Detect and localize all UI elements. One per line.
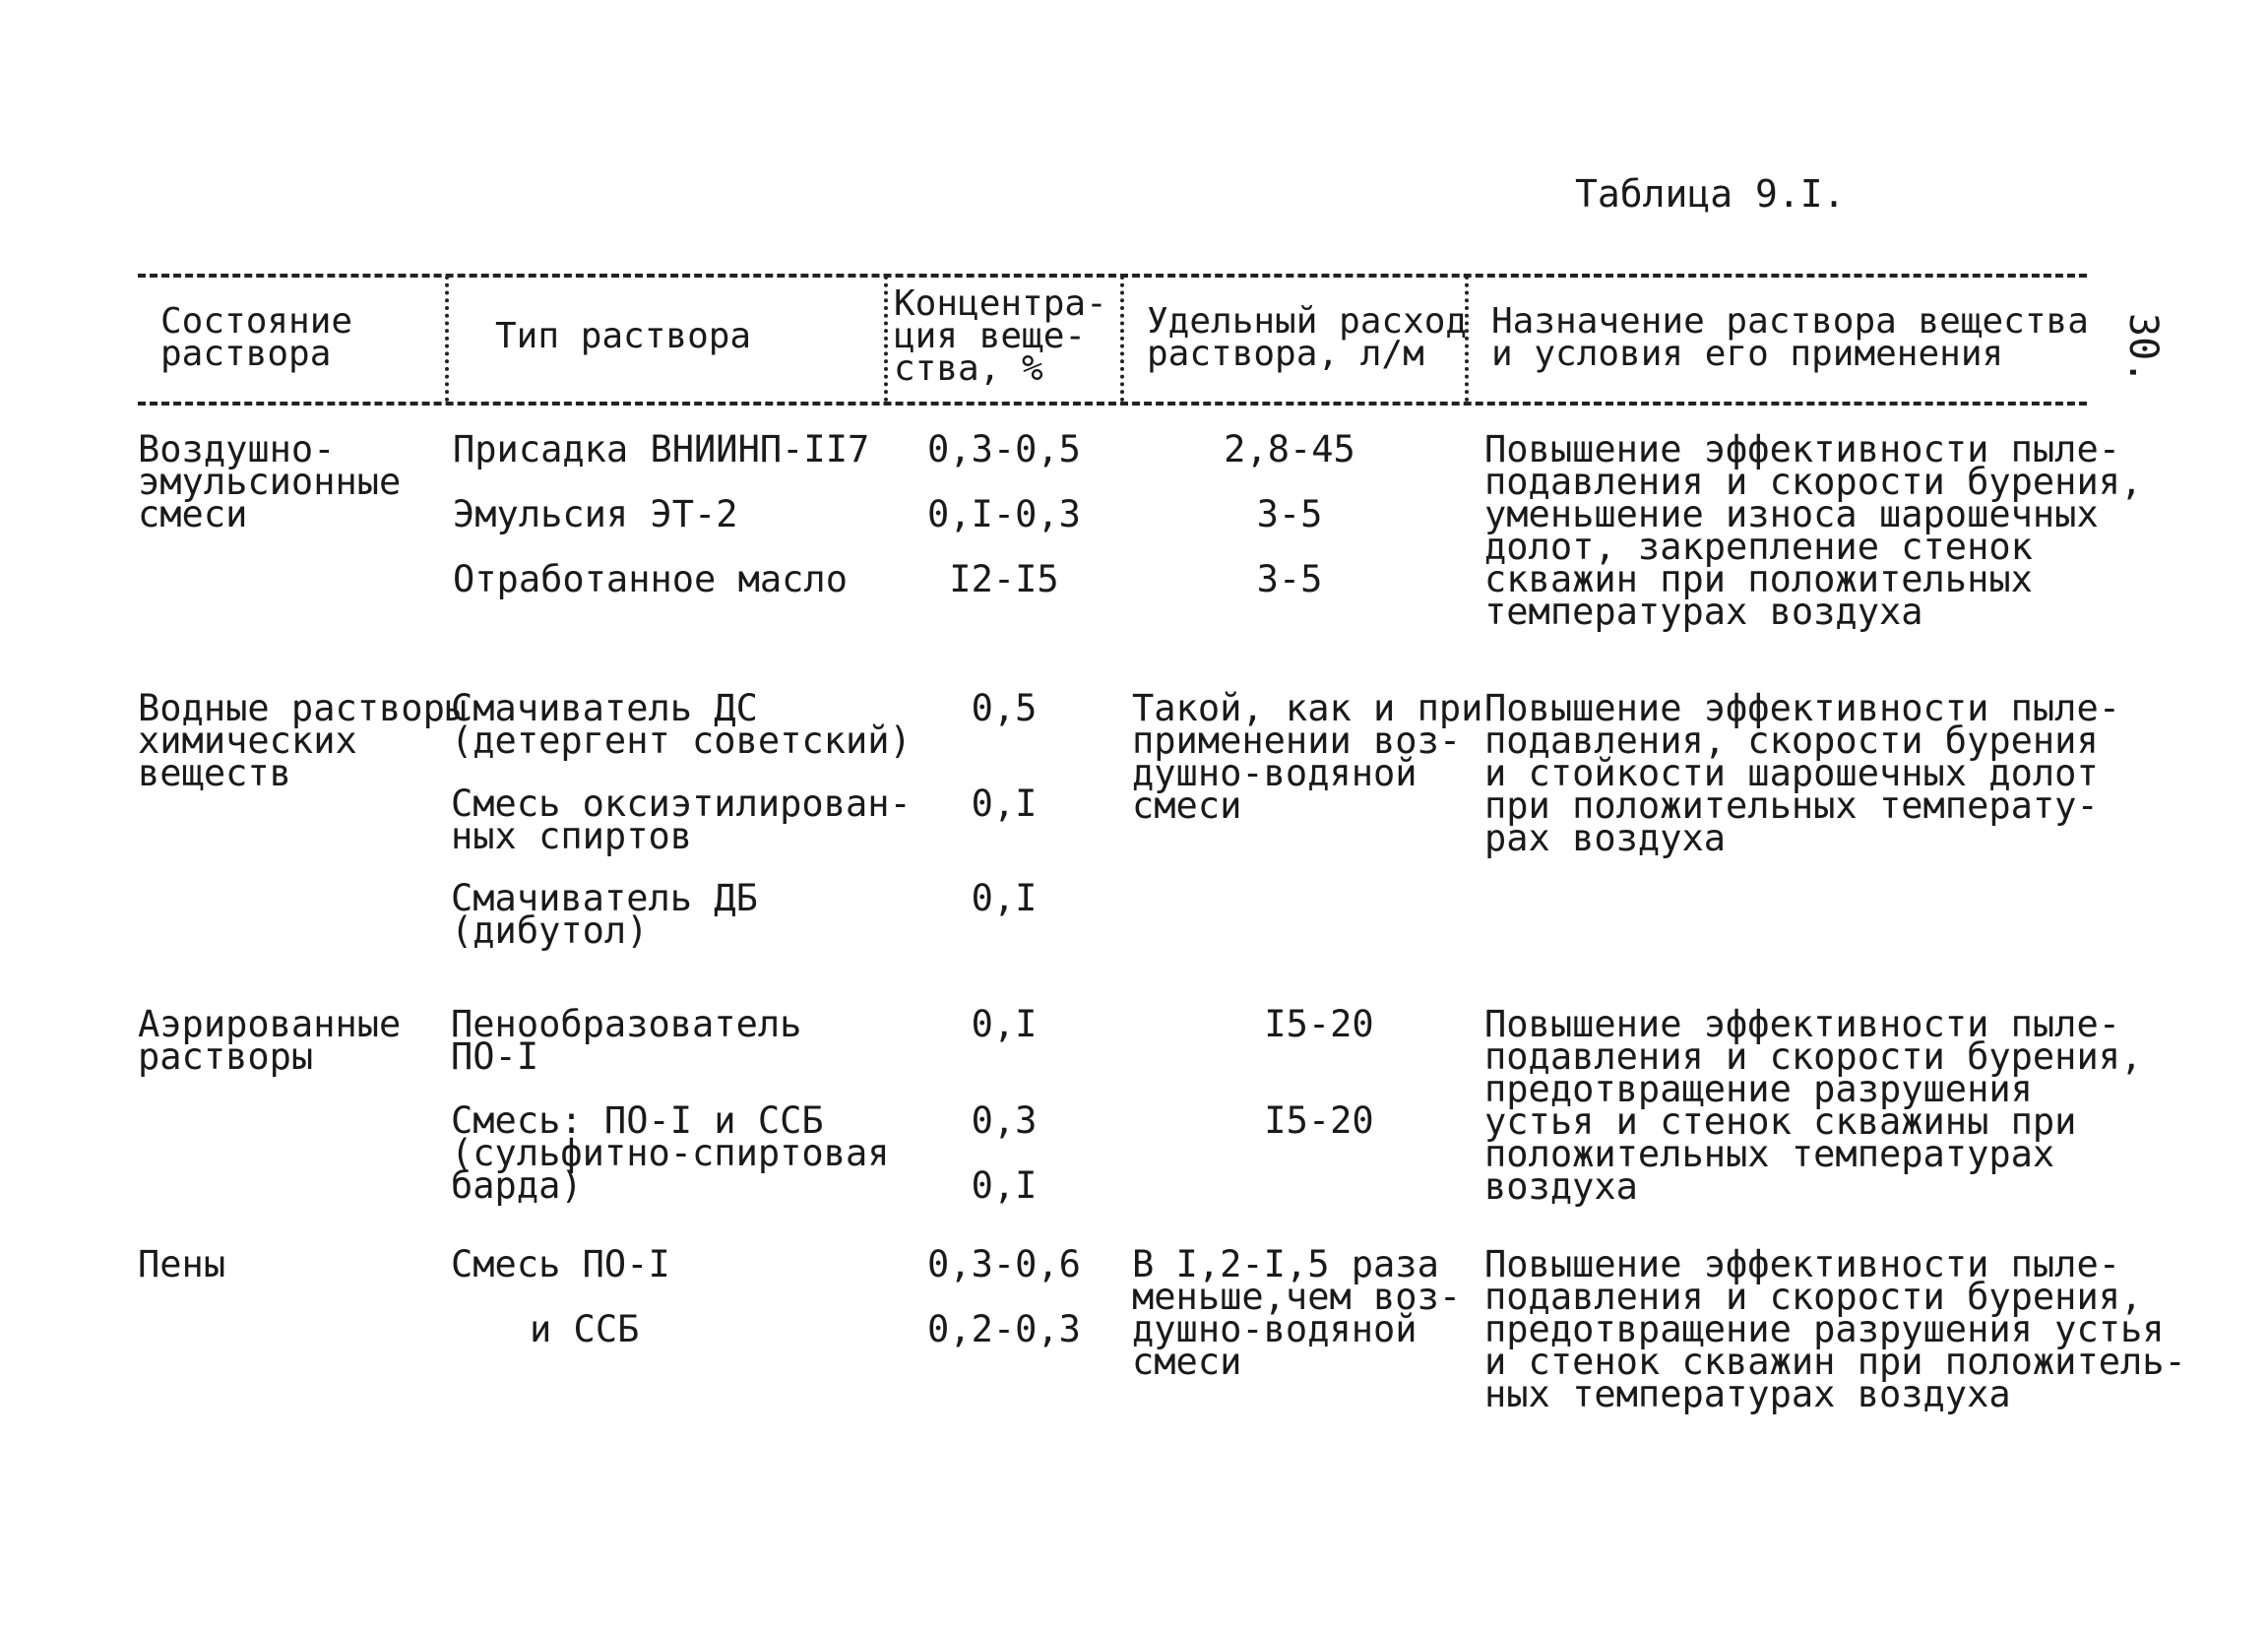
header-bottom-rule [138, 402, 2087, 406]
header-concentration: Концентра- ция веще- ства, % [894, 283, 1107, 389]
table-row-concentration: 0,I-0,3 [927, 493, 1081, 535]
header-type: Тип раствора [495, 316, 752, 356]
header-state: Состояние раствора [160, 301, 353, 374]
group-purpose: Повышение эффективности пыле- подавления и скорости бурения, уменьшение износа шарошечных долот, закрепление стенок скважин при положительных температурах воздуха [1484, 428, 2143, 633]
table-row-concentration: 0,2-0,3 [927, 1308, 1081, 1350]
table-row-type: Смесь: ПО-I и ССБ (сульфитно-спиртовая барда) [451, 1099, 890, 1207]
table-row-concentration: I2-I5 [949, 558, 1059, 600]
page-number: 30. [2120, 313, 2166, 385]
table-caption: Таблица 9.I. [1575, 172, 1846, 216]
group-state-air-emulsion: Воздушно- эмульсионные смеси [138, 428, 402, 535]
table-row-concentration: 0,I [971, 1003, 1038, 1045]
table-row-rate: 3-5 [1256, 558, 1323, 600]
group-state-aerated: Аэрированные растворы [138, 1003, 402, 1078]
table-row-concentration: 0,3 [971, 1099, 1038, 1142]
header-separator-2 [884, 276, 888, 402]
table-row-type: Пенообразователь ПО-I [451, 1003, 802, 1078]
group-rate-text: Такой, как и при применении воз- душно-водяной смеси [1132, 687, 1483, 827]
table-row-type: и ССБ [530, 1308, 640, 1350]
group-state-foams: Пены [138, 1243, 226, 1285]
table-row-concentration: 0,I [971, 877, 1038, 919]
header-separator-3 [1120, 276, 1124, 402]
header-separator-1 [445, 276, 449, 402]
table-row-type: Смачиватель ДС (детергент советский) [451, 687, 912, 762]
group-purpose: Повышение эффективности пыле- подавления и скорости бурения, предотвращение разрушения устья и стенок скважины при положительных температурах воздуха [1484, 1003, 2143, 1208]
table-row-type: Смачиватель ДБ (дибутол) [451, 877, 758, 952]
table-row-concentration: 0,5 [971, 687, 1038, 729]
group-state-water-solutions: Водные растворы химических веществ [138, 687, 468, 794]
header-purpose: Назначение раствора вещества и условия его применения [1491, 301, 2089, 374]
table-row-type: Отработанное масло [453, 558, 848, 600]
group-purpose: Повышение эффективности пыле- подавления, скорости бурения и стойкости шарошечных долот при положительных температу- рах воздуха [1484, 687, 2121, 859]
table-row-type: Смесь оксиэтилирован- ных спиртов [451, 782, 912, 857]
table-row-concentration-secondary: 0,I [971, 1164, 1038, 1207]
table-row-type: Смесь ПО-I [451, 1243, 670, 1285]
table-row-rate: I5-20 [1264, 1003, 1374, 1045]
table-row-rate: 3-5 [1256, 493, 1323, 535]
header-rate: Удельный расход раствора, л/м [1147, 301, 1468, 374]
group-purpose: Повышение эффективности пыле- подавления и скорости бурения, предотвращение разрушения устья и стенок скважин при положитель- ных температурах воздуха [1484, 1243, 2186, 1415]
table-row-rate: I5-20 [1264, 1099, 1374, 1142]
group-rate-text: В I,2-I,5 раза меньше,чем воз- душно-водяной смеси [1132, 1243, 1462, 1383]
table-row-rate: 2,8-45 [1224, 428, 1355, 470]
table-row-concentration: 0,3-0,6 [927, 1243, 1081, 1285]
table-row-concentration: 0,3-0,5 [927, 428, 1081, 470]
table-row-type: Эмульсия ЭТ-2 [453, 493, 738, 535]
table-row-concentration: 0,I [971, 782, 1038, 825]
header-top-rule [138, 274, 2087, 278]
table-row-type: Присадка ВНИИНП-II7 [453, 428, 870, 470]
